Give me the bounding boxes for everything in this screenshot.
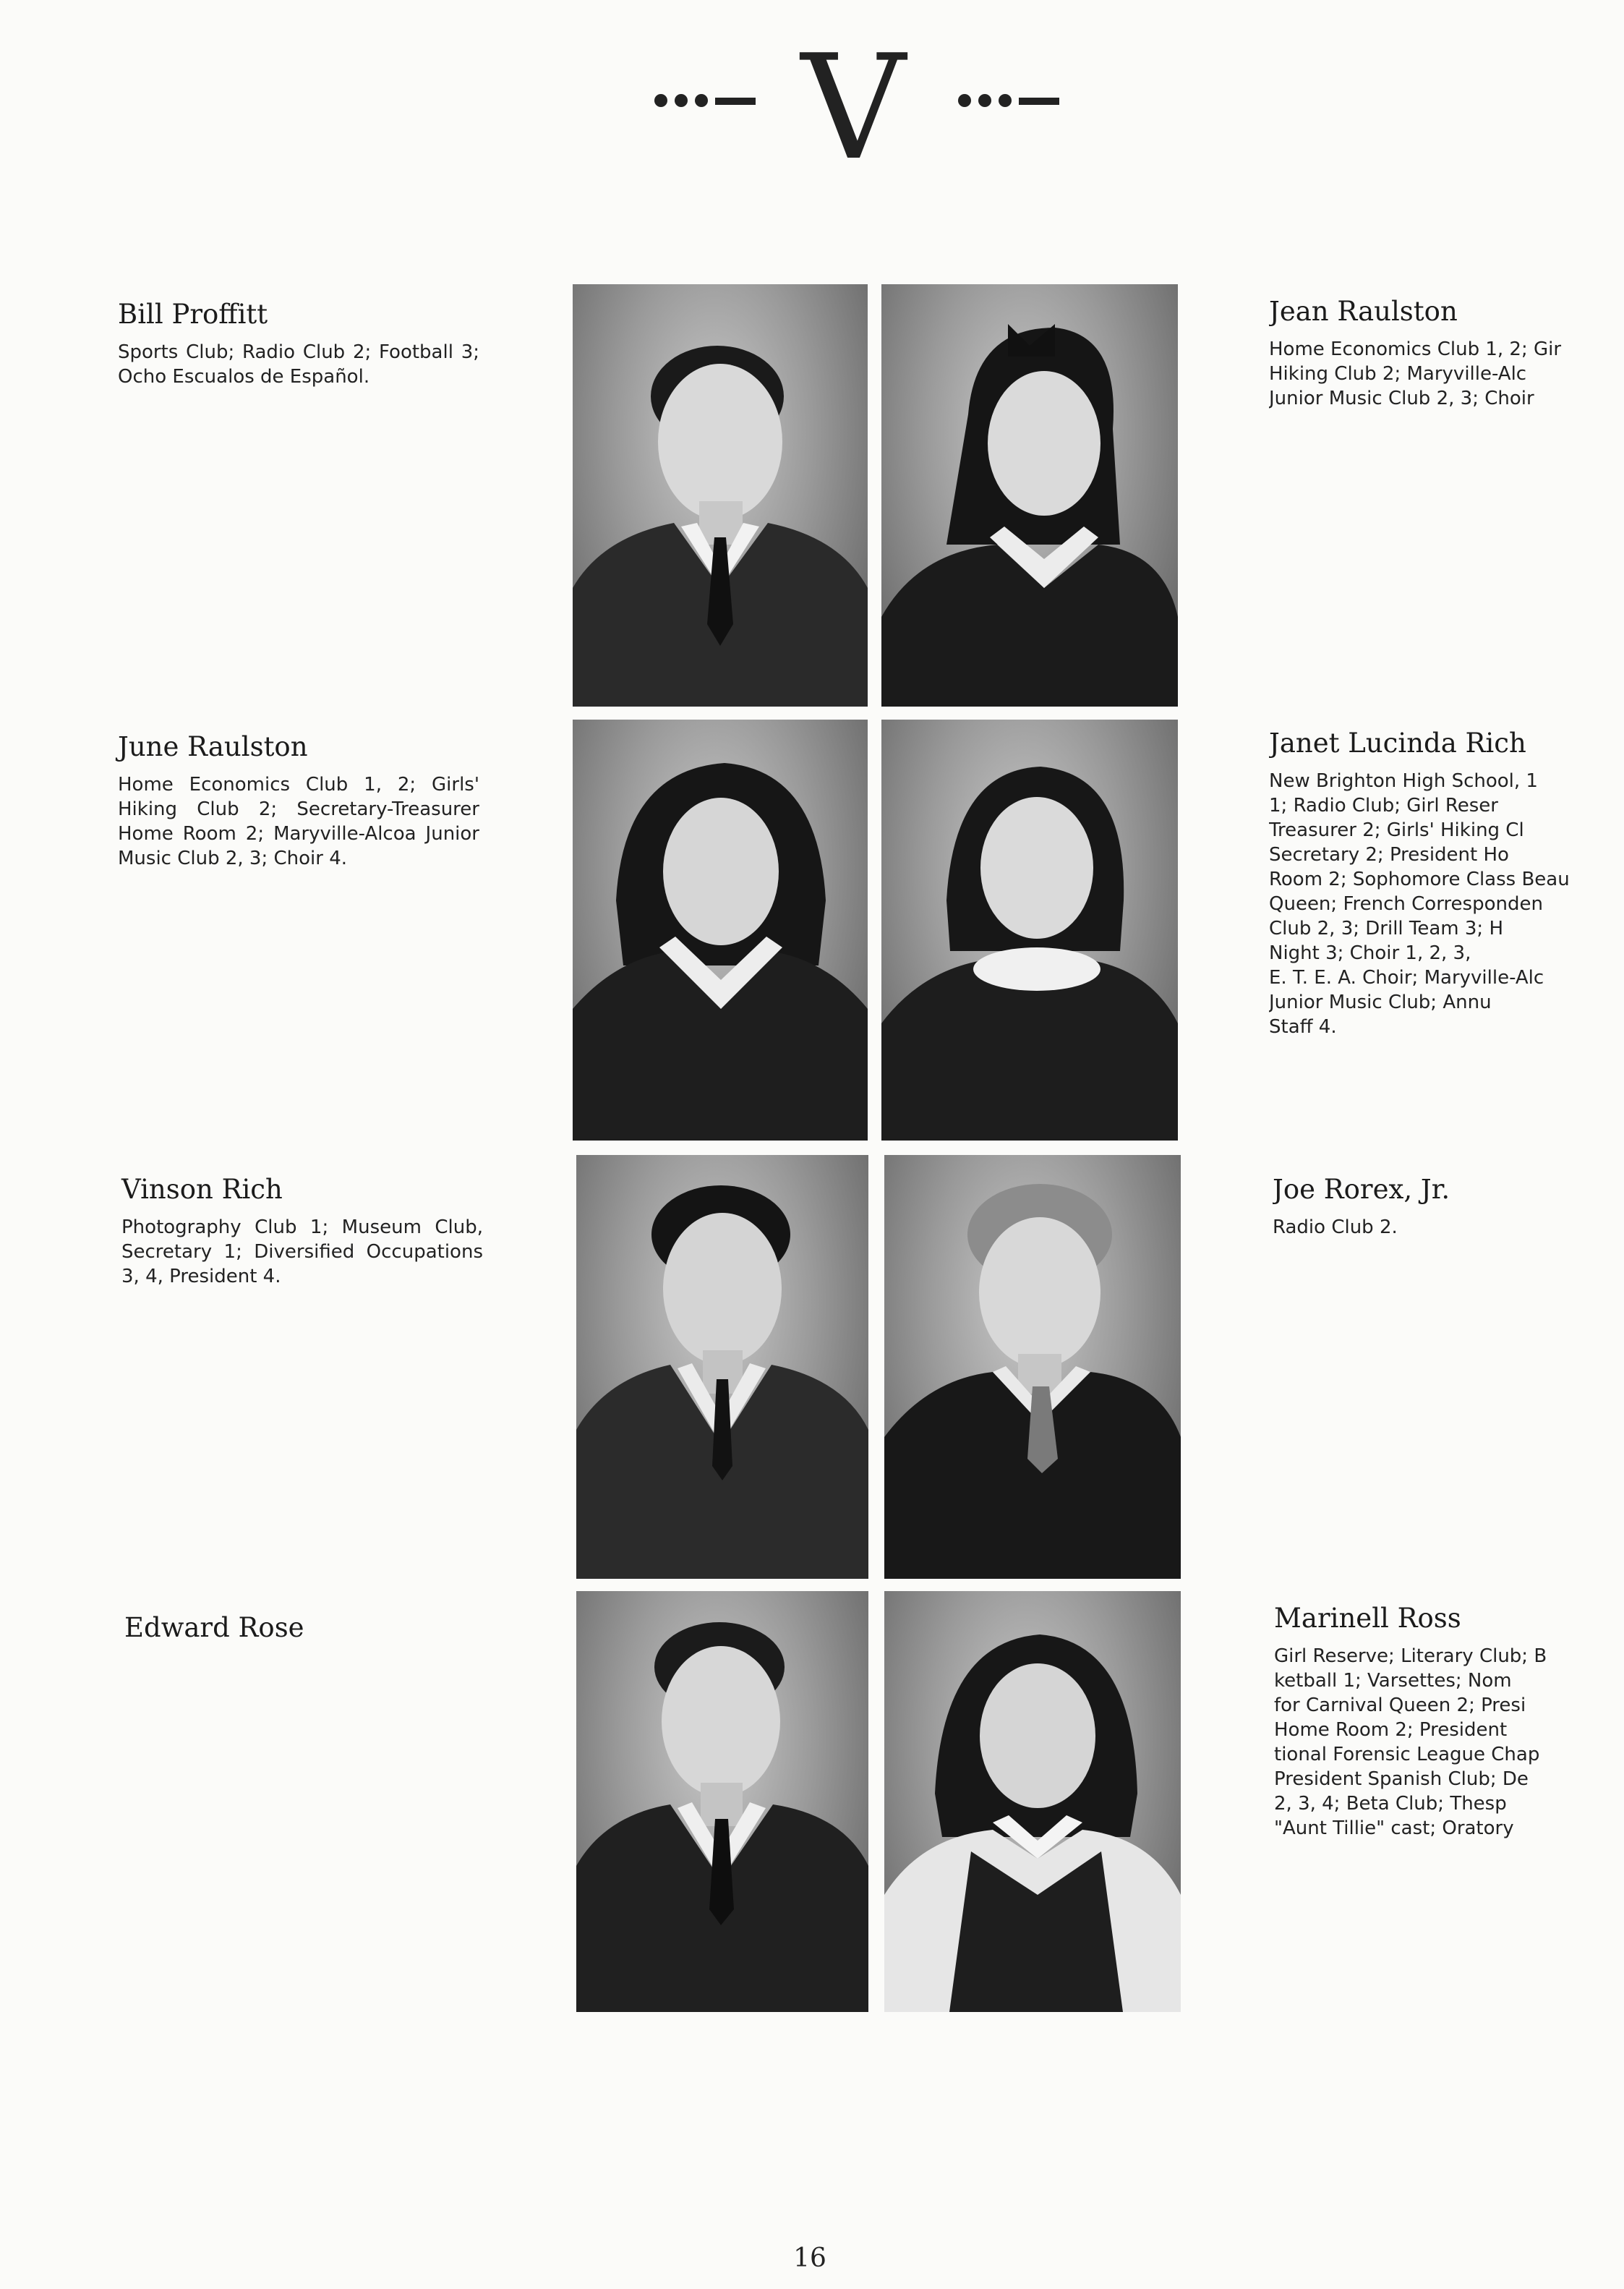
student-activities: Home Economics Club 1, 2; Gir Hiking Club 2; Maryville-Alc Junior Music Club 2, 3; Choir [1269, 338, 1562, 409]
portrait-photo-janet-lucinda-rich [881, 720, 1178, 1141]
portrait-photo-marinell-ross [884, 1591, 1181, 2012]
entry-vinson-rich [121, 1173, 483, 1289]
entry-janet-lucinda-rich [1269, 727, 1609, 1039]
student-name: Vinson Rich [121, 1174, 283, 1205]
entry-bill-proffitt [118, 298, 479, 389]
entry-joe-rorex [1273, 1173, 1612, 1240]
student-name: Marinell Ross [1274, 1603, 1461, 1634]
student-activities: Girl Reserve; Literary Club; B ketball 1; Varsettes; Nom for Carnival Queen 2; Presi Home Room 2; President tional Forensic League Chap President Spanish Club; De 2, 3, 4; Beta Club; Thesp "Aunt Tillie" cast; Oratory [1274, 1645, 1547, 1839]
student-name: June Raulston [118, 731, 308, 762]
student-name: Janet Lucinda Rich [1269, 728, 1526, 759]
portrait-photo-bill-proffitt [573, 284, 868, 707]
entry-marinell-ross [1274, 1602, 1589, 1841]
entry-june-raulston [118, 730, 479, 871]
page-header [0, 24, 1624, 192]
portrait-photo-june-raulston [573, 720, 868, 1141]
entry-jean-raulston [1269, 295, 1616, 411]
right-ornament [958, 94, 1067, 108]
student-activities: Home Economics Club 1, 2; Girls' Hiking Club 2; Secretary-Treasurer Home Room 2; Maryville-Alcoa Junior Music Club 2, 3; Choir 4. [118, 774, 479, 869]
section-letter: V [800, 24, 906, 192]
student-name: Jean Raulston [1269, 296, 1458, 327]
portrait-photo-edward-rose [576, 1591, 868, 2012]
left-ornament [654, 94, 763, 108]
student-activities: New Brighton High School, 1 1; Radio Club; Girl Reser Treasurer 2; Girls' Hiking Cl Secretary 2; President Ho Room 2; Sophomore Class Beau Queen; French Corresponden Club 2, 3; Drill Team 3; H Night 3; Choir 1, 2, 3, E. T. E. A. Choir; Maryville-Alc Junior Music Club; Annu Staff 4. [1269, 770, 1570, 1038]
student-name: Joe Rorex, Jr. [1273, 1174, 1450, 1205]
student-activities: Photography Club 1; Museum Club, Secretary 1; Diversified Occupations 3, 4, President 4. [121, 1216, 483, 1287]
portrait-photo-vinson-rich [576, 1155, 868, 1579]
entry-edward-rose [124, 1611, 486, 1645]
student-activities: Radio Club 2. [1273, 1216, 1398, 1238]
student-name: Bill Proffitt [118, 299, 268, 330]
portrait-photo-joe-rorex [884, 1155, 1181, 1579]
portrait-photo-jean-raulston [881, 284, 1178, 707]
student-activities: Sports Club; Radio Club 2; Football 3; Ocho Escualos de Español. [118, 341, 479, 388]
page-number: 16 [793, 2243, 826, 2273]
student-name: Edward Rose [124, 1612, 304, 1643]
